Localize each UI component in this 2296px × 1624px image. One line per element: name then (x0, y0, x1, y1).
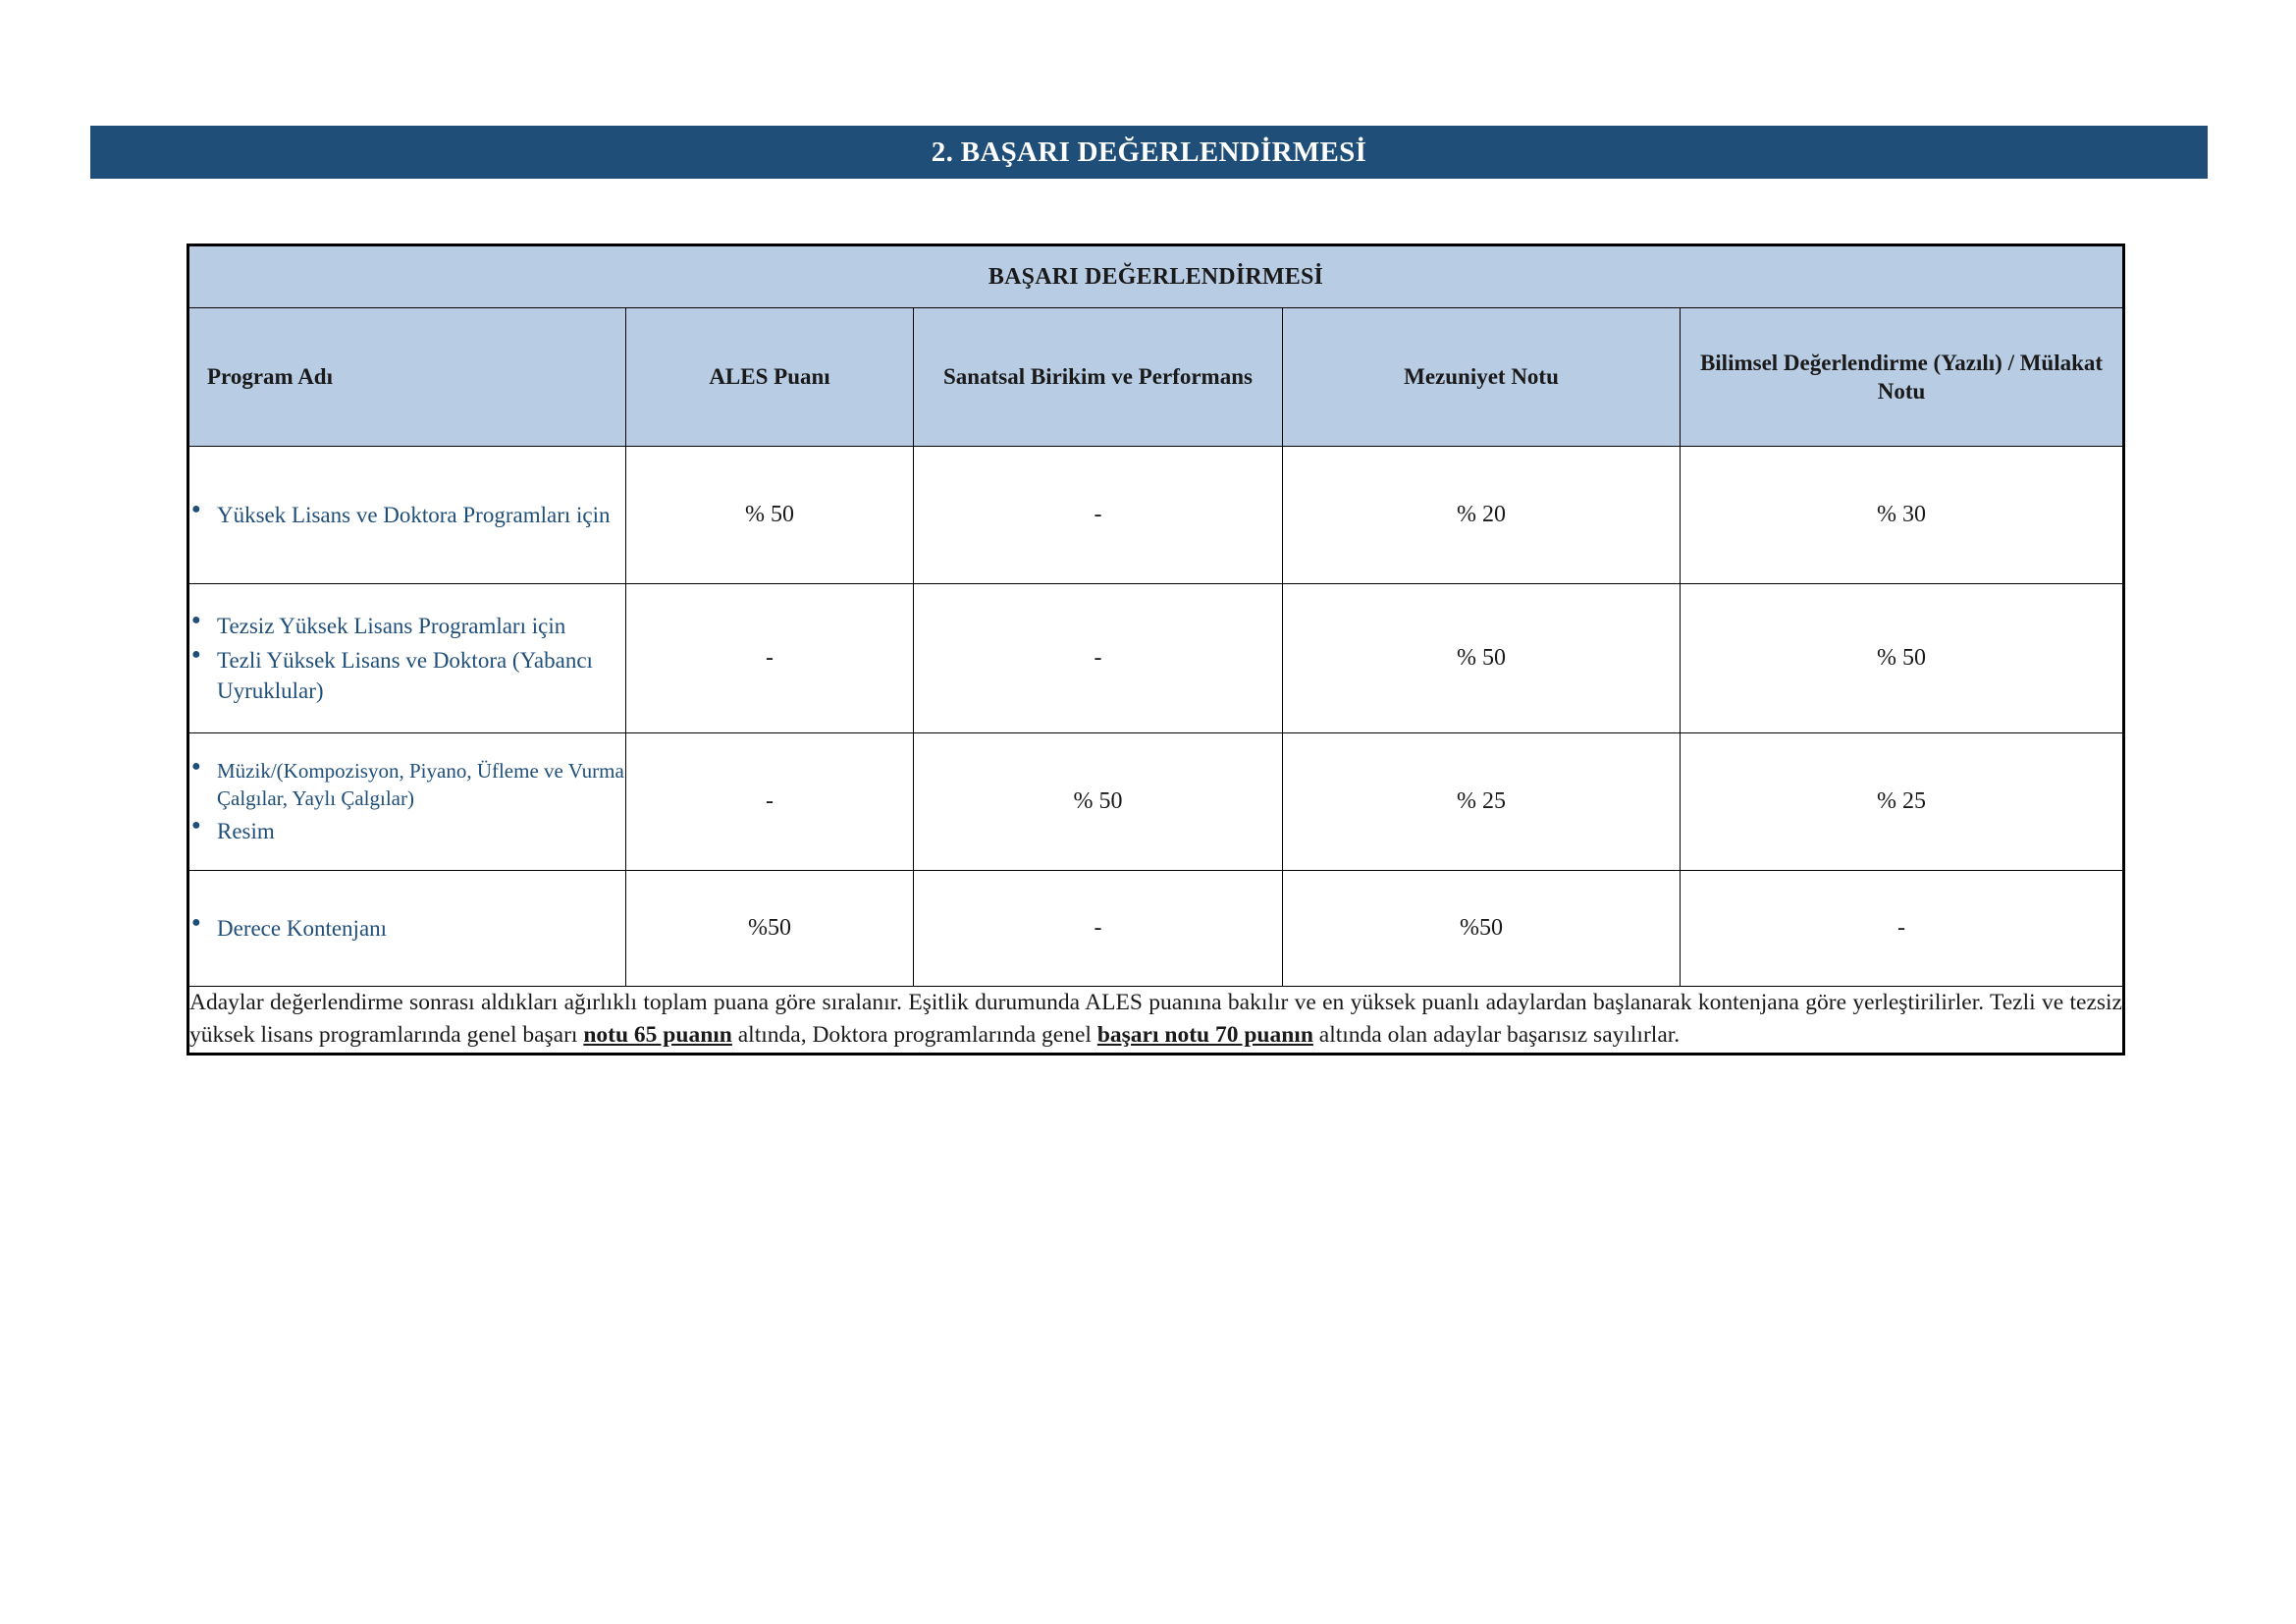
list-item: ● Tezli Yüksek Lisans ve Doktora (Yabancı Uyruklular) (215, 645, 625, 706)
sanatsal-value: % 50 (914, 733, 1283, 871)
program-cell (188, 733, 626, 871)
table-row (188, 447, 2124, 584)
note-emphasis-2: başarı notu 70 puanın (1096, 1022, 1313, 1049)
note-part-2: altında, Doktora programlarında genel (731, 1022, 1097, 1049)
page-title: 2. BAŞARI DEĞERLENDİRMESİ (931, 135, 1367, 168)
column-header-mezuniyet: Mezuniyet Notu (1283, 308, 1681, 447)
table-row (188, 871, 2124, 987)
program-list (189, 500, 625, 530)
evaluation-table (187, 244, 2125, 1056)
mezuniyet-value: % 50 (1283, 584, 1681, 733)
list-item: ● Derece Kontenjanı (215, 913, 625, 944)
program-list (189, 757, 625, 847)
ales-value: % 50 (626, 447, 914, 584)
sanatsal-value: - (914, 871, 1283, 987)
ales-value: %50 (626, 871, 914, 987)
program-list (189, 611, 625, 706)
table-header-row (188, 308, 2124, 447)
column-header-sanatsal: Sanatsal Birikim ve Performans (914, 308, 1283, 447)
note-part-1: Adaylar değerlendirme sonrası aldıkları ağırlıklı toplam puana göre sıralanır. Eşitlik durumunda ALES puanına bakılır ve en yüksek puanlı adaylardan başlanarak kontenjana göre yerleştirilirler. Tezli ve tezsiz yüksek lisans programlarında genel başarı (189, 990, 2122, 1049)
section-title-banner (90, 126, 2208, 179)
bilimsel-value: - (1681, 871, 2124, 987)
list-item: ● Yüksek Lisans ve Doktora Programları için (215, 500, 625, 530)
evaluation-note (188, 987, 2124, 1055)
note-emphasis-1: notu 65 puanın (583, 1022, 732, 1049)
program-cell (188, 447, 626, 584)
program-cell (188, 871, 626, 987)
table-caption: BAŞARI DEĞERLENDİRMESİ (188, 245, 2124, 308)
column-header-ales: ALES Puanı (626, 308, 914, 447)
table-caption-row (188, 245, 2124, 308)
ales-value: - (626, 584, 914, 733)
column-header-program: Program Adı (188, 308, 626, 447)
list-item: ● Tezsiz Yüksek Lisans Programları için (215, 611, 625, 641)
note-part-3: altında olan adaylar başarısız sayılırlar. (1312, 1022, 1681, 1049)
sanatsal-value: - (914, 584, 1283, 733)
evaluation-table-container (187, 244, 2122, 1056)
ales-value: - (626, 733, 914, 871)
program-cell (188, 584, 626, 733)
bilimsel-value: % 30 (1681, 447, 2124, 584)
table-row (188, 733, 2124, 871)
list-item: ● Resim (215, 816, 625, 846)
bilimsel-value: % 25 (1681, 733, 2124, 871)
sanatsal-value: - (914, 447, 1283, 584)
program-list (189, 913, 625, 944)
list-item: ● Müzik/(Kompozisyon, Piyano, Üfleme ve Vurma Çalgılar, Yaylı Çalgılar) (215, 757, 625, 813)
mezuniyet-value: %50 (1283, 871, 1681, 987)
mezuniyet-value: % 20 (1283, 447, 1681, 584)
table-note-row (188, 987, 2124, 1055)
column-header-bilimsel: Bilimsel Değerlendirme (Yazılı) / Mülakat Notu (1681, 308, 2124, 447)
table-row (188, 584, 2124, 733)
mezuniyet-value: % 25 (1283, 733, 1681, 871)
bilimsel-value: % 50 (1681, 584, 2124, 733)
